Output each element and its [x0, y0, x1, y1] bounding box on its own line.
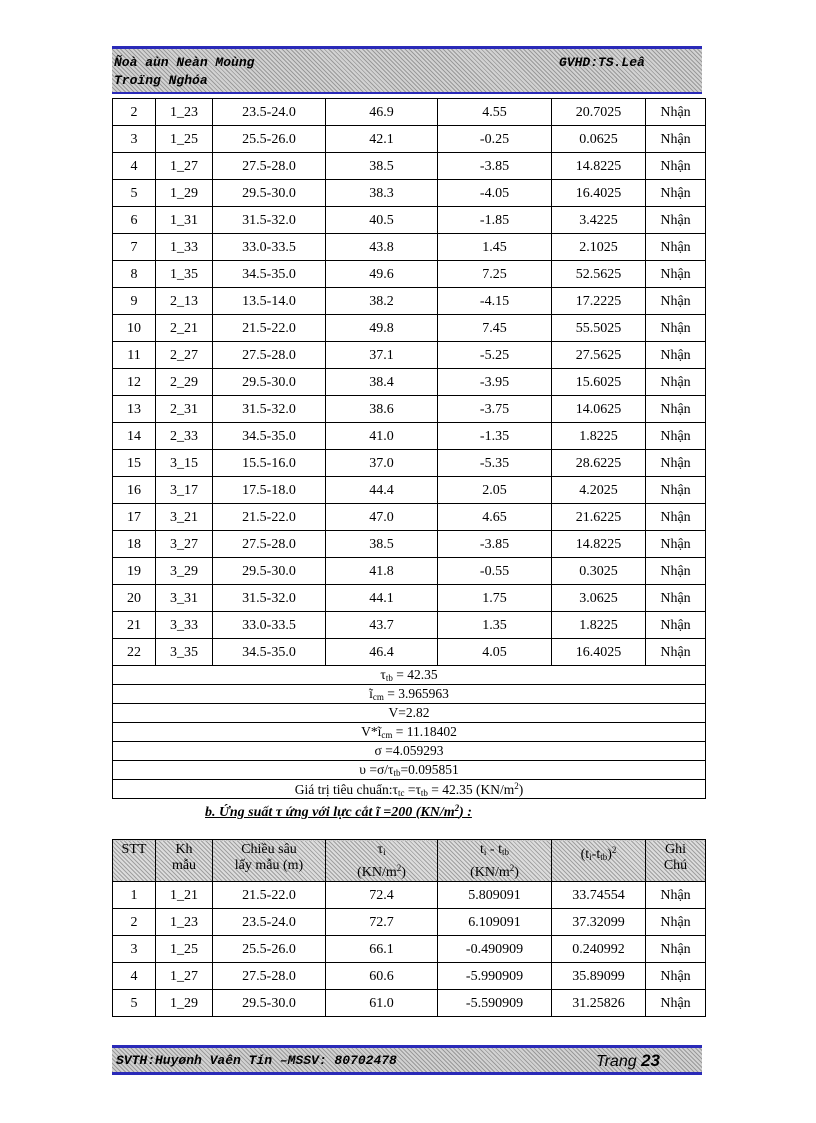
- cell-deviation: 1.75: [438, 585, 552, 612]
- cell-note: Nhận: [646, 882, 706, 909]
- table-row: [113, 315, 706, 342]
- cell-tau: 46.9: [326, 99, 438, 126]
- cell-depth: 33.0-33.5: [213, 234, 326, 261]
- shear-table-a: [112, 98, 706, 799]
- stat-v-sigma: $V*ĩ_{cm} = 11.18402$: [113, 723, 706, 742]
- cell-stt: 15: [113, 450, 156, 477]
- header-advisor: GVHD:TS.Leâ: [559, 55, 645, 70]
- cell-deviation-squared: 14.8225: [552, 531, 646, 558]
- cell-stt: 2: [113, 909, 156, 936]
- cell-depth: 34.5-35.0: [213, 639, 326, 666]
- cell-sample-code: 1_27: [156, 963, 213, 990]
- table-row: [113, 936, 706, 963]
- table-row: [113, 234, 706, 261]
- cell-deviation: -5.990909: [438, 963, 552, 990]
- cell-stt: 4: [113, 963, 156, 990]
- table-row: [113, 207, 706, 234]
- header-tau: $\tau_i$ $(KN/m^2)$: [326, 840, 438, 882]
- header-note: Ghi Chú: [646, 840, 706, 882]
- cell-deviation-squared: 33.74554: [552, 882, 646, 909]
- cell-depth: 13.5-14.0: [213, 288, 326, 315]
- cell-deviation-squared: 21.6225: [552, 504, 646, 531]
- cell-deviation-squared: 37.32099: [552, 909, 646, 936]
- cell-sample-code: 3_35: [156, 639, 213, 666]
- header-depth: Chiều sâu lấy mẫu (m): [213, 840, 326, 882]
- cell-deviation: 5.809091: [438, 882, 552, 909]
- cell-note: Nhận: [646, 477, 706, 504]
- cell-sample-code: 2_13: [156, 288, 213, 315]
- cell-tau: 61.0: [326, 990, 438, 1017]
- cell-stt: 18: [113, 531, 156, 558]
- cell-stt: 3: [113, 936, 156, 963]
- cell-deviation-squared: 52.5625: [552, 261, 646, 288]
- cell-stt: 14: [113, 423, 156, 450]
- cell-deviation-squared: 3.0625: [552, 585, 646, 612]
- cell-deviation-squared: 4.2025: [552, 477, 646, 504]
- cell-deviation: 1.35: [438, 612, 552, 639]
- cell-note: Nhận: [646, 126, 706, 153]
- cell-stt: 7: [113, 234, 156, 261]
- cell-deviation: -4.15: [438, 288, 552, 315]
- cell-sample-code: 3_33: [156, 612, 213, 639]
- cell-deviation-squared: 14.8225: [552, 153, 646, 180]
- table-row: [113, 180, 706, 207]
- cell-tau: 37.0: [326, 450, 438, 477]
- cell-deviation: 4.55: [438, 99, 552, 126]
- cell-depth: 15.5-16.0: [213, 450, 326, 477]
- cell-tau: 38.5: [326, 153, 438, 180]
- cell-deviation-squared: 15.6025: [552, 369, 646, 396]
- table-row: [113, 126, 706, 153]
- cell-deviation: -1.35: [438, 423, 552, 450]
- cell-deviation-squared: 3.4225: [552, 207, 646, 234]
- stat-sigma: σ =4.059293: [113, 742, 706, 761]
- cell-deviation: -4.05: [438, 180, 552, 207]
- header-project-title: Ñoà aùn Neàn Moùng: [114, 55, 255, 70]
- cell-sample-code: 1_33: [156, 234, 213, 261]
- cell-depth: 33.0-33.5: [213, 612, 326, 639]
- table-row: [113, 153, 706, 180]
- cell-deviation: 7.45: [438, 315, 552, 342]
- cell-tau: 72.7: [326, 909, 438, 936]
- page-number: 23: [641, 1051, 660, 1070]
- table-row: [113, 477, 706, 504]
- cell-deviation-squared: 27.5625: [552, 342, 646, 369]
- cell-stt: 6: [113, 207, 156, 234]
- cell-tau: 38.4: [326, 369, 438, 396]
- cell-stt: 9: [113, 288, 156, 315]
- cell-stt: 5: [113, 990, 156, 1017]
- cell-deviation-squared: 1.8225: [552, 612, 646, 639]
- cell-deviation-squared: 2.1025: [552, 234, 646, 261]
- cell-depth: 21.5-22.0: [213, 882, 326, 909]
- cell-note: Nhận: [646, 558, 706, 585]
- cell-sample-code: 1_21: [156, 882, 213, 909]
- header-stt: STT: [113, 840, 156, 882]
- cell-sample-code: 2_31: [156, 396, 213, 423]
- cell-depth: 29.5-30.0: [213, 558, 326, 585]
- cell-depth: 29.5-30.0: [213, 990, 326, 1017]
- cell-sample-code: 1_27: [156, 153, 213, 180]
- header-deviation-squared: $(t_i-t_{tb})^2$: [552, 840, 646, 882]
- table-row: [113, 990, 706, 1017]
- cell-note: Nhận: [646, 531, 706, 558]
- cell-sample-code: 1_23: [156, 99, 213, 126]
- cell-deviation: -0.55: [438, 558, 552, 585]
- cell-deviation-squared: 20.7025: [552, 99, 646, 126]
- cell-stt: 20: [113, 585, 156, 612]
- cell-note: Nhận: [646, 207, 706, 234]
- cell-note: Nhận: [646, 963, 706, 990]
- stat-v: V=2.82: [113, 704, 706, 723]
- cell-deviation: 7.25: [438, 261, 552, 288]
- cell-tau: 37.1: [326, 342, 438, 369]
- cell-tau: 72.4: [326, 882, 438, 909]
- header-project-subtitle: Troïng Nghóa: [114, 73, 208, 88]
- cell-depth: 21.5-22.0: [213, 315, 326, 342]
- cell-sample-code: 1_29: [156, 990, 213, 1017]
- cell-note: Nhận: [646, 342, 706, 369]
- cell-deviation: -0.25: [438, 126, 552, 153]
- cell-deviation: -3.85: [438, 153, 552, 180]
- cell-deviation-squared: 28.6225: [552, 450, 646, 477]
- cell-stt: 13: [113, 396, 156, 423]
- cell-tau: 43.8: [326, 234, 438, 261]
- cell-sample-code: 3_21: [156, 504, 213, 531]
- cell-sample-code: 2_27: [156, 342, 213, 369]
- cell-deviation-squared: 31.25826: [552, 990, 646, 1017]
- cell-note: Nhận: [646, 153, 706, 180]
- cell-stt: 16: [113, 477, 156, 504]
- table-row: [113, 396, 706, 423]
- cell-note: Nhận: [646, 288, 706, 315]
- section-title: b. Ứng suất τ ứng với lực cắt ĩ =200 $(KN/m^2)$ :: [205, 803, 472, 820]
- cell-depth: 31.5-32.0: [213, 207, 326, 234]
- table-row: [113, 369, 706, 396]
- cell-sample-code: 1_25: [156, 936, 213, 963]
- cell-stt: 1: [113, 882, 156, 909]
- cell-depth: 27.5-28.0: [213, 963, 326, 990]
- cell-tau: 66.1: [326, 936, 438, 963]
- cell-note: Nhận: [646, 936, 706, 963]
- table-row: [113, 585, 706, 612]
- cell-stt: 12: [113, 369, 156, 396]
- cell-sample-code: 1_29: [156, 180, 213, 207]
- table-row: [113, 288, 706, 315]
- cell-tau: 47.0: [326, 504, 438, 531]
- cell-depth: 27.5-28.0: [213, 153, 326, 180]
- cell-deviation: -5.25: [438, 342, 552, 369]
- cell-note: Nhận: [646, 990, 706, 1017]
- cell-tau: 38.3: [326, 180, 438, 207]
- table-row: [113, 882, 706, 909]
- cell-depth: 27.5-28.0: [213, 531, 326, 558]
- cell-tau: 41.0: [326, 423, 438, 450]
- cell-note: Nhận: [646, 612, 706, 639]
- cell-tau: 43.7: [326, 612, 438, 639]
- stat-standard-value: Giá trị tiêu $chuẩn:\tau_{tc} =\tau_{tb} = 42.35$ $(KN/m^2)$: [113, 780, 706, 799]
- cell-stt: 22: [113, 639, 156, 666]
- page-header: [112, 46, 702, 94]
- table-row: [113, 504, 706, 531]
- cell-depth: 21.5-22.0: [213, 504, 326, 531]
- cell-stt: 2: [113, 99, 156, 126]
- cell-depth: 31.5-32.0: [213, 585, 326, 612]
- cell-sample-code: 3_17: [156, 477, 213, 504]
- cell-deviation-squared: 16.4025: [552, 180, 646, 207]
- table-row: [113, 423, 706, 450]
- cell-stt: 11: [113, 342, 156, 369]
- cell-deviation-squared: 17.2225: [552, 288, 646, 315]
- stat-sigma-cm: $ĩ_{cm} = 3.965963$: [113, 685, 706, 704]
- table-row: [113, 558, 706, 585]
- cell-note: Nhận: [646, 909, 706, 936]
- cell-deviation-squared: 0.0625: [552, 126, 646, 153]
- cell-deviation: -3.75: [438, 396, 552, 423]
- cell-deviation: 6.109091: [438, 909, 552, 936]
- cell-sample-code: 2_21: [156, 315, 213, 342]
- cell-tau: 49.6: [326, 261, 438, 288]
- cell-deviation: -0.490909: [438, 936, 552, 963]
- cell-stt: 8: [113, 261, 156, 288]
- cell-tau: 38.5: [326, 531, 438, 558]
- table-header-row: [113, 840, 706, 882]
- cell-tau: 60.6: [326, 963, 438, 990]
- table-row: [113, 261, 706, 288]
- cell-depth: 29.5-30.0: [213, 369, 326, 396]
- cell-depth: 25.5-26.0: [213, 936, 326, 963]
- cell-depth: 25.5-26.0: [213, 126, 326, 153]
- cell-note: Nhận: [646, 234, 706, 261]
- stat-nu: $\upsilon =\sigma/\tau_{tb}=0.095851$: [113, 761, 706, 780]
- cell-depth: 23.5-24.0: [213, 99, 326, 126]
- cell-stt: 21: [113, 612, 156, 639]
- cell-note: Nhận: [646, 423, 706, 450]
- table-row: [113, 612, 706, 639]
- cell-sample-code: 3_27: [156, 531, 213, 558]
- cell-depth: 27.5-28.0: [213, 342, 326, 369]
- cell-tau: 40.5: [326, 207, 438, 234]
- cell-sample-code: 1_25: [156, 126, 213, 153]
- cell-deviation-squared: 16.4025: [552, 639, 646, 666]
- cell-deviation: -5.35: [438, 450, 552, 477]
- footer-student: SVTH:Huyønh Vaên Tín –MSSV: 80702478: [116, 1053, 397, 1068]
- cell-stt: 10: [113, 315, 156, 342]
- cell-tau: 41.8: [326, 558, 438, 585]
- cell-depth: 31.5-32.0: [213, 396, 326, 423]
- cell-tau: 44.4: [326, 477, 438, 504]
- cell-sample-code: 1_23: [156, 909, 213, 936]
- cell-sample-code: 2_33: [156, 423, 213, 450]
- table-row: [113, 450, 706, 477]
- cell-deviation: 2.05: [438, 477, 552, 504]
- cell-stt: 3: [113, 126, 156, 153]
- cell-deviation: -3.95: [438, 369, 552, 396]
- cell-tau: 44.1: [326, 585, 438, 612]
- table-row: [113, 342, 706, 369]
- table-row: [113, 963, 706, 990]
- stat-tau-tb: $\tau_{tb} = 42.35$: [113, 666, 706, 685]
- page-footer: [112, 1045, 702, 1075]
- cell-deviation-squared: 0.3025: [552, 558, 646, 585]
- table-row: [113, 909, 706, 936]
- cell-deviation-squared: 0.240992: [552, 936, 646, 963]
- shear-table-b: [112, 839, 706, 1017]
- cell-tau: 49.8: [326, 315, 438, 342]
- cell-deviation: -5.590909: [438, 990, 552, 1017]
- header-sample-code: Kh mẫu: [156, 840, 213, 882]
- header-deviation: $t_i - t_{tb}$ $(KN/m^2)$: [438, 840, 552, 882]
- cell-deviation: 1.45: [438, 234, 552, 261]
- cell-tau: 46.4: [326, 639, 438, 666]
- cell-note: Nhận: [646, 585, 706, 612]
- cell-deviation-squared: 14.0625: [552, 396, 646, 423]
- cell-sample-code: 1_35: [156, 261, 213, 288]
- cell-note: Nhận: [646, 450, 706, 477]
- cell-deviation-squared: 1.8225: [552, 423, 646, 450]
- cell-stt: 19: [113, 558, 156, 585]
- cell-stt: 17: [113, 504, 156, 531]
- cell-depth: 23.5-24.0: [213, 909, 326, 936]
- cell-sample-code: 1_31: [156, 207, 213, 234]
- cell-note: Nhận: [646, 369, 706, 396]
- footer-page: Trang 23: [596, 1051, 660, 1070]
- cell-note: Nhận: [646, 315, 706, 342]
- cell-tau: 38.6: [326, 396, 438, 423]
- cell-note: Nhận: [646, 261, 706, 288]
- cell-note: Nhận: [646, 396, 706, 423]
- cell-deviation: 4.65: [438, 504, 552, 531]
- cell-depth: 34.5-35.0: [213, 423, 326, 450]
- cell-tau: 42.1: [326, 126, 438, 153]
- cell-deviation: -3.85: [438, 531, 552, 558]
- cell-tau: 38.2: [326, 288, 438, 315]
- cell-depth: 29.5-30.0: [213, 180, 326, 207]
- table-row: [113, 99, 706, 126]
- cell-note: Nhận: [646, 504, 706, 531]
- cell-sample-code: 3_29: [156, 558, 213, 585]
- cell-deviation-squared: 35.89099: [552, 963, 646, 990]
- cell-depth: 17.5-18.0: [213, 477, 326, 504]
- cell-sample-code: 3_15: [156, 450, 213, 477]
- cell-stt: 4: [113, 153, 156, 180]
- cell-deviation: 4.05: [438, 639, 552, 666]
- cell-note: Nhận: [646, 99, 706, 126]
- table-row: [113, 639, 706, 666]
- cell-sample-code: 2_29: [156, 369, 213, 396]
- table-row: [113, 531, 706, 558]
- cell-depth: 34.5-35.0: [213, 261, 326, 288]
- cell-sample-code: 3_31: [156, 585, 213, 612]
- cell-deviation: -1.85: [438, 207, 552, 234]
- cell-stt: 5: [113, 180, 156, 207]
- cell-note: Nhận: [646, 639, 706, 666]
- cell-deviation-squared: 55.5025: [552, 315, 646, 342]
- cell-note: Nhận: [646, 180, 706, 207]
